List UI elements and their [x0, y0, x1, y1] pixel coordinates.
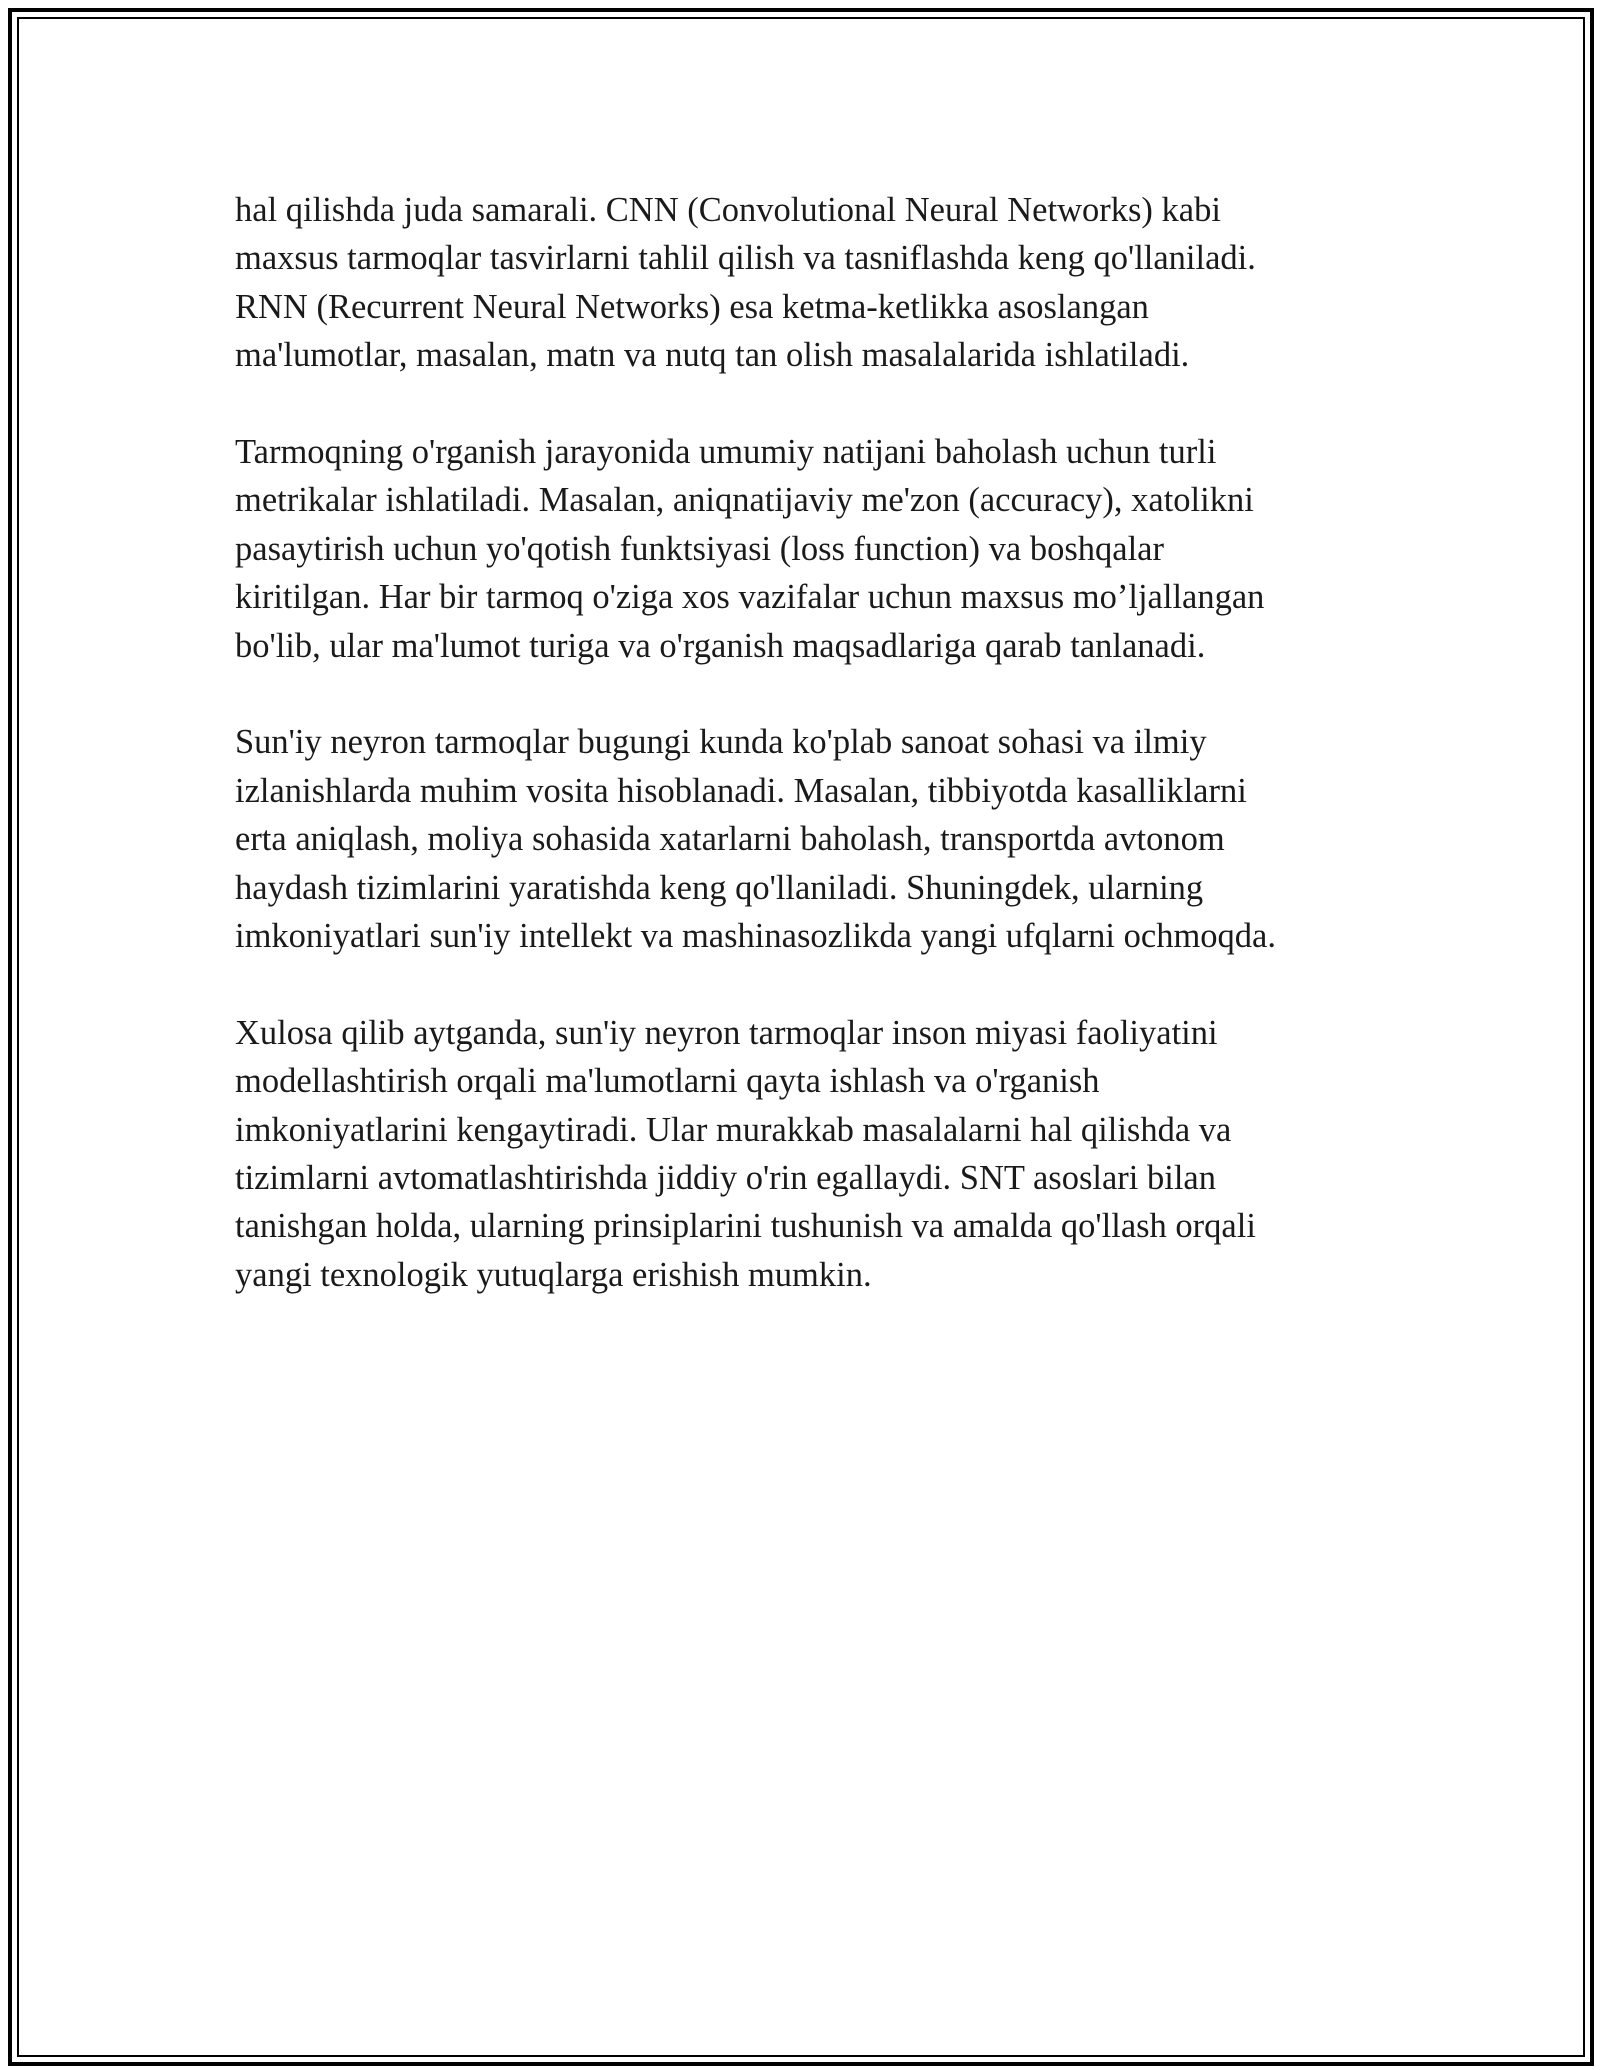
text-line: Tarmoqning o'rganish jarayonida umumiy natijani baholash uchun turli: [235, 433, 1217, 472]
text-line: hal qilishda juda samarali. CNN (Convolutional Neural Networks) kabi: [235, 191, 1221, 229]
text-line: metrikalar ishlatiladi. Masalan, aniqnatijaviy me'zon (accuracy), xatolikni: [235, 481, 1254, 520]
paragraph-conclusion: [235, 1009, 1375, 1299]
text-line: imkoniyatlari sun'iy intellekt va mashinasozlikda yangi ufqlarni ochmoqda.: [235, 917, 1276, 956]
text-line: izlanishlarda muhim vosita hisoblanadi. Masalan, tibbiyotda kasalliklarni: [235, 771, 1247, 810]
paragraph-cnn-rnn: [235, 186, 1375, 380]
text-line: tizimlarni avtomatlashtirishda jiddiy o'rin egallaydi. SNT asoslari bilan: [235, 1159, 1216, 1198]
text-line: kiritilgan. Har bir tarmoq o'ziga xos vazifalar uchun maxsus mo’ljallangan: [235, 578, 1265, 617]
text-line: Xulosa qilib aytganda, sun'iy neyron tarmoqlar inson miyasi faoliyatini: [235, 1013, 1218, 1052]
document-body: [235, 186, 1375, 1348]
text-line: ma'lumotlar, masalan, matn va nutq tan olish masalalarida ishlatiladi.: [235, 336, 1190, 375]
text-line: bo'lib, ular ma'lumot turiga va o'rganish maqsadlariga qarab tanlanadi.: [235, 626, 1206, 665]
text-line: maxsus tarmoqlar tasvirlarni tahlil qilish va tasniflashda keng qo'llaniladi.: [235, 239, 1256, 278]
paragraph-metrics: [235, 428, 1375, 670]
text-line: erta aniqlash, moliya sohasida xatarlarni baholash, transportda avtonom: [235, 820, 1225, 859]
text-line: Sun'iy neyron tarmoqlar bugungi kunda ko'plab sanoat sohasi va ilmiy: [235, 723, 1207, 762]
text-line: RNN (Recurrent Neural Networks) esa ketma-ketlikka asoslangan: [235, 287, 1149, 326]
text-line: pasaytirish uchun yo'qotish funktsiyasi (loss function) va boshqalar: [235, 529, 1164, 568]
text-line: haydash tizimlarini yaratishda keng qo'llaniladi. Shuningdek, ularning: [235, 868, 1204, 907]
text-line: modellashtirish orqali ma'lumotlarni qayta ishlash va o'rganish: [235, 1062, 1100, 1101]
text-line: imkoniyatlarini kengaytiradi. Ular murakkab masalalarni hal qilishda va: [235, 1110, 1232, 1149]
text-line: tanishgan holda, ularning prinsiplarini tushunish va amalda qo'llash orqali: [235, 1207, 1256, 1246]
text-line: yangi texnologik yutuqlarga erishish mumkin.: [235, 1255, 872, 1294]
paragraph-applications: [235, 718, 1375, 960]
